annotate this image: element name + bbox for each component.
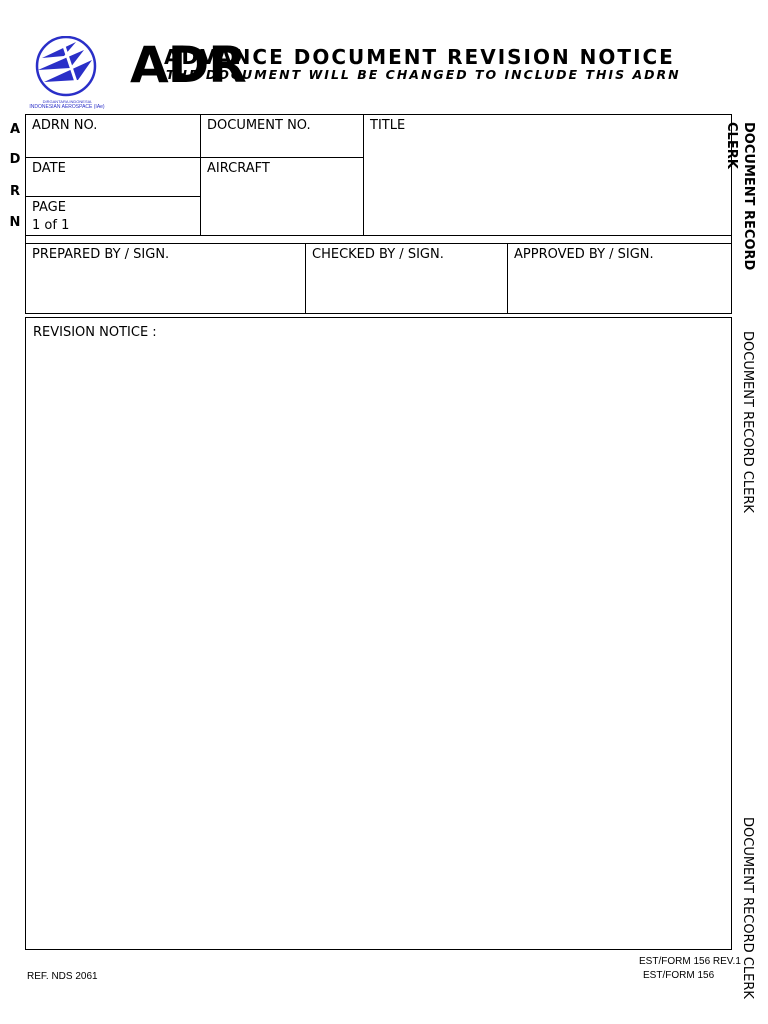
adrn-no-field[interactable]	[25, 114, 200, 157]
revision-notice-area[interactable]	[25, 317, 732, 950]
aircraft-field[interactable]	[200, 157, 363, 235]
side-letter-a: A	[9, 122, 21, 137]
revision-notice-label: REVISION NOTICE :	[33, 325, 157, 340]
side-letter-r: R	[9, 184, 20, 199]
page-subtitle: THE DOCUMENT WILL BE CHANGED TO INCLUDE THIS ADRN	[166, 67, 681, 82]
prepared-by-label: PREPARED BY / SIGN.	[32, 247, 170, 262]
page-field[interactable]	[25, 196, 200, 235]
adr-mark: ADR	[130, 36, 246, 94]
record-clerk-label-top	[723, 122, 757, 270]
title-field[interactable]	[363, 114, 732, 235]
logo-line-2: INDONESIAN AEROSPACE (IAe)	[29, 104, 105, 110]
approved-by-field[interactable]	[507, 243, 732, 314]
document-no-field[interactable]	[200, 114, 363, 157]
aircraft-label: AIRCRAFT	[207, 161, 270, 176]
record-clerk-top-line1: DOCUMENT RECORD	[741, 122, 756, 271]
checked-by-field[interactable]	[305, 243, 507, 314]
date-label: DATE	[32, 161, 66, 176]
record-clerk-top-line2: CLERK	[724, 122, 739, 169]
checked-by-label: CHECKED BY / SIGN.	[312, 247, 444, 262]
side-letter-n: N	[9, 215, 21, 230]
approved-by-label: APPROVED BY / SIGN.	[514, 247, 654, 262]
page-label: PAGE	[32, 200, 66, 215]
page-title: ADVANCE DOCUMENT REVISION NOTICE	[164, 45, 675, 69]
date-field[interactable]	[25, 157, 200, 196]
side-letter-d: D	[9, 152, 21, 167]
record-clerk-label-mid: DOCUMENT RECORD CLERK	[740, 331, 755, 513]
page-value: 1 of 1	[32, 218, 70, 233]
form-code-rev: EST/FORM 156 REV.1	[639, 956, 741, 967]
record-clerk-label-bottom: DOCUMENT RECORD CLERK	[740, 817, 755, 999]
prepared-by-field[interactable]	[25, 243, 305, 314]
logo-line-1: DIRGANTARA INDONESIA	[42, 99, 92, 104]
form-code: EST/FORM 156	[643, 970, 715, 981]
title-label: TITLE	[370, 118, 406, 133]
adrn-no-label: ADRN NO.	[32, 118, 98, 133]
ref-code: REF. NDS 2061	[27, 971, 98, 982]
document-no-label: DOCUMENT NO.	[207, 118, 311, 133]
